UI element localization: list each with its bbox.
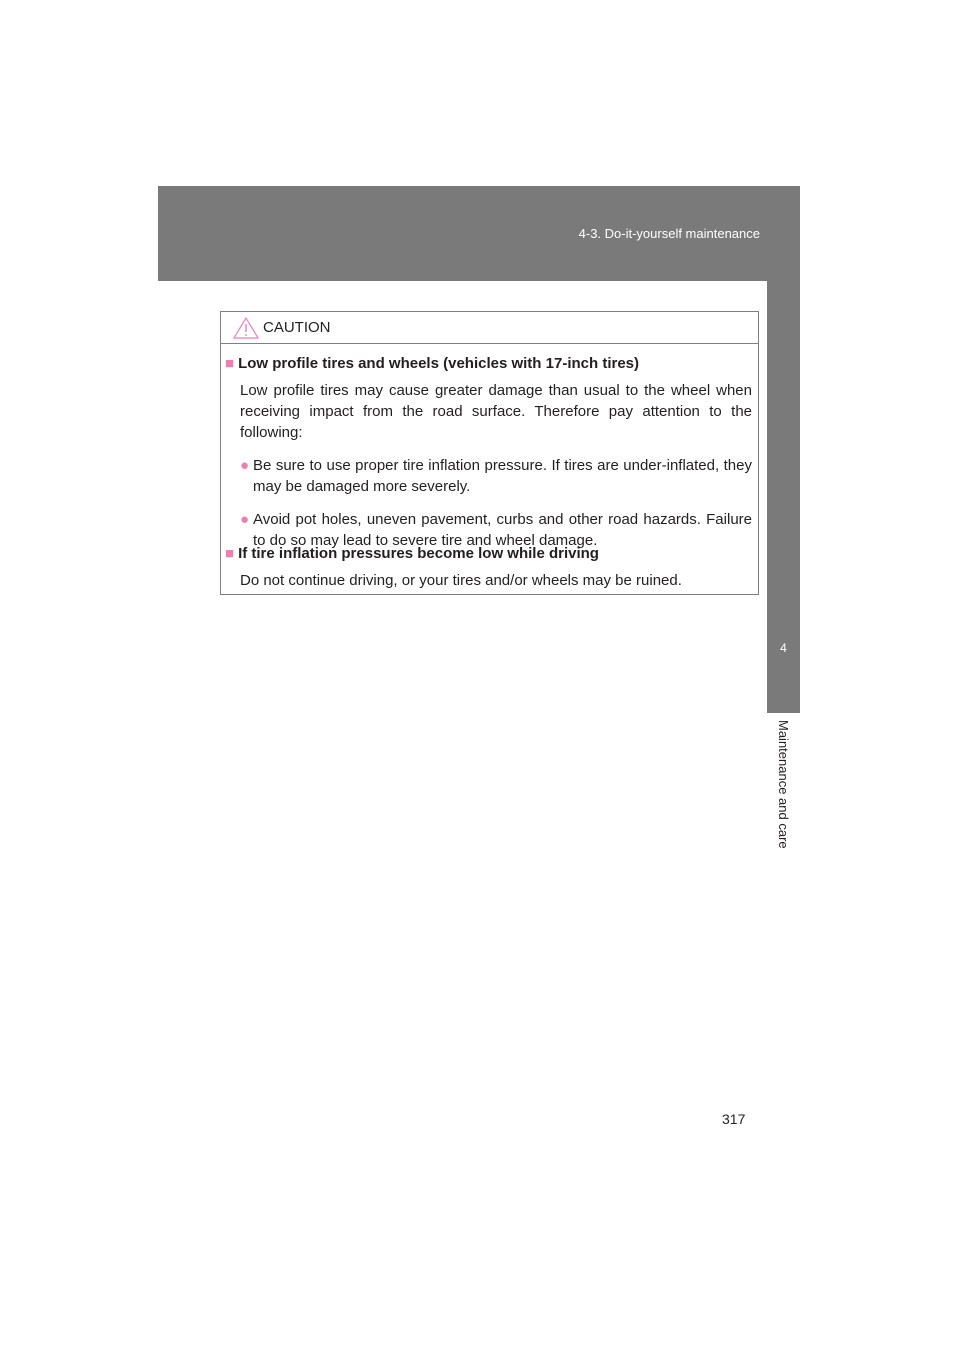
caution-box xyxy=(220,311,759,595)
chapter-number: 4 xyxy=(780,641,787,655)
caution-header xyxy=(221,312,758,344)
section-paragraph: Do not continue driving, or your tires and/or wheels may be ruined. xyxy=(240,572,682,589)
circle-bullet-icon: ● xyxy=(240,457,250,474)
section-title: 4-3. Do-it-yourself maintenance xyxy=(578,226,760,241)
circle-bullet-icon: ● xyxy=(240,511,250,528)
page-number: 317 xyxy=(722,1111,746,1127)
caution-title: CAUTION xyxy=(263,319,331,336)
section-heading: ■ If tire inflation pressures become low while driving xyxy=(225,545,599,562)
section-heading: ■ Low profile tires and wheels (vehicles with 17-inch tires) xyxy=(225,355,639,372)
list-item: ● Be sure to use proper tire inflation pressure. If tires are under-inflated, they may be damaged more severely. xyxy=(240,457,752,495)
section-paragraph: Low profile tires may cause greater damage than usual to the wheel when receiving impact from the road surface. Therefore pay attention to the following: xyxy=(240,382,752,441)
header-band xyxy=(158,186,800,281)
chapter-label: Maintenance and care xyxy=(776,720,791,849)
square-bullet-icon: ■ xyxy=(225,545,235,562)
list-item: ● Avoid pot holes, uneven pavement, curbs and other road hazards. Failure to do so may lead to severe tire and wheel damage. xyxy=(240,511,752,549)
square-bullet-icon: ■ xyxy=(225,355,235,372)
warning-triangle-icon xyxy=(233,317,259,339)
